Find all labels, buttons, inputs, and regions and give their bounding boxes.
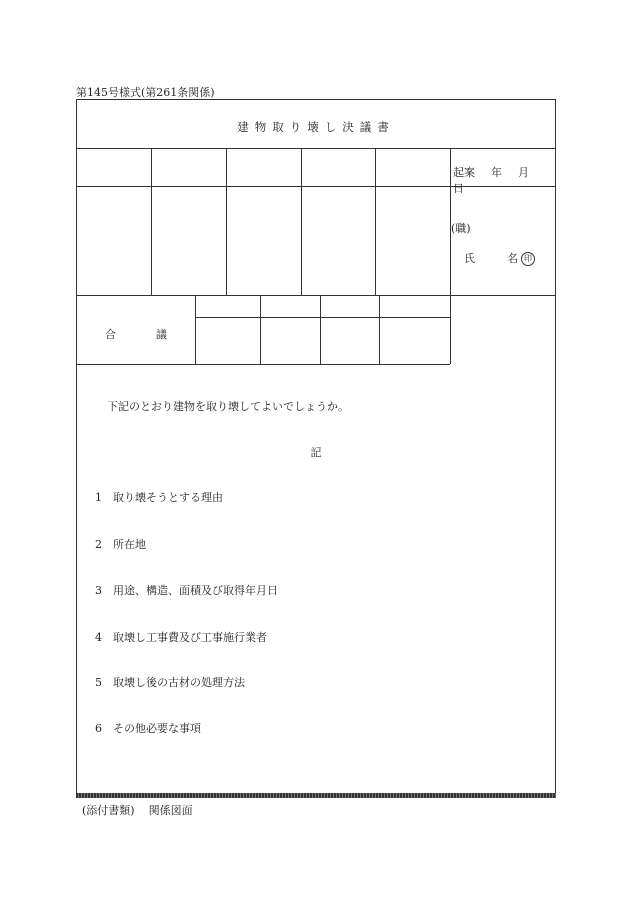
draft-year-label: 年 [491, 166, 502, 179]
item-number: 3 [95, 584, 102, 597]
list-item [95, 720, 201, 736]
drafter-column-divider [450, 148, 451, 364]
draft-month-label: 月 [518, 166, 529, 179]
body-text: 下記のとおり建物を取り壊してよいでしょうか。 [107, 400, 349, 413]
item-text: 取壊し後の古材の処理方法 [113, 676, 245, 689]
draft-day-label: 日 [453, 182, 464, 195]
gougi-column-divider [260, 295, 261, 364]
item-text: その他必要な事項 [113, 722, 201, 735]
item-text: 用途、構造、面積及び取得年月日 [113, 584, 278, 597]
consultation-label-gou: 合 [105, 328, 116, 341]
list-item [95, 674, 245, 690]
item-number: 2 [95, 538, 102, 551]
item-text: 取り壊そうとする理由 [113, 491, 223, 504]
ki-heading: 記 [310, 446, 322, 459]
name-label-shi: 氏 [464, 252, 475, 265]
attachments-value: 関係図面 [148, 804, 193, 817]
list-item [95, 629, 267, 645]
name-label-mei: 名 [507, 252, 518, 265]
stamp-column-divider [151, 148, 152, 295]
attachments-label: (添付書類) [82, 804, 135, 817]
frame-bottom-border [76, 793, 556, 798]
item-number: 5 [95, 676, 102, 689]
draft-date-label [453, 164, 555, 196]
stamp-column-divider [226, 148, 227, 295]
item-number: 6 [95, 722, 102, 735]
stamp-column-divider [301, 148, 302, 295]
form-number: 第145号様式(第261条関係) [76, 86, 215, 99]
form-title: 建物取り壊し決議書 [237, 120, 395, 134]
item-text: 所在地 [113, 538, 146, 551]
seal-icon: 印 [521, 252, 535, 266]
attachments-note [82, 802, 193, 818]
list-item [95, 536, 146, 552]
item-text: 取壊し工事費及び工事施行業者 [113, 631, 267, 644]
list-item [95, 489, 223, 505]
draft-label: 起案 [453, 166, 475, 179]
stamp-column-divider [375, 148, 376, 295]
consultation-label [105, 326, 167, 342]
gougi-inner-divider [195, 317, 450, 318]
title-divider [77, 148, 555, 149]
gougi-column-divider [320, 295, 321, 364]
gougi-column-divider [195, 295, 196, 364]
approval-section-divider [77, 295, 555, 296]
consultation-label-gi: 議 [156, 328, 167, 341]
gougi-bottom-border [77, 364, 450, 365]
gougi-column-divider [379, 295, 380, 364]
name-field-label [464, 250, 535, 266]
form-frame [76, 99, 556, 797]
item-number: 4 [95, 631, 102, 644]
position-label: (職) [451, 222, 471, 235]
item-number: 1 [95, 491, 102, 504]
list-item [95, 582, 278, 598]
